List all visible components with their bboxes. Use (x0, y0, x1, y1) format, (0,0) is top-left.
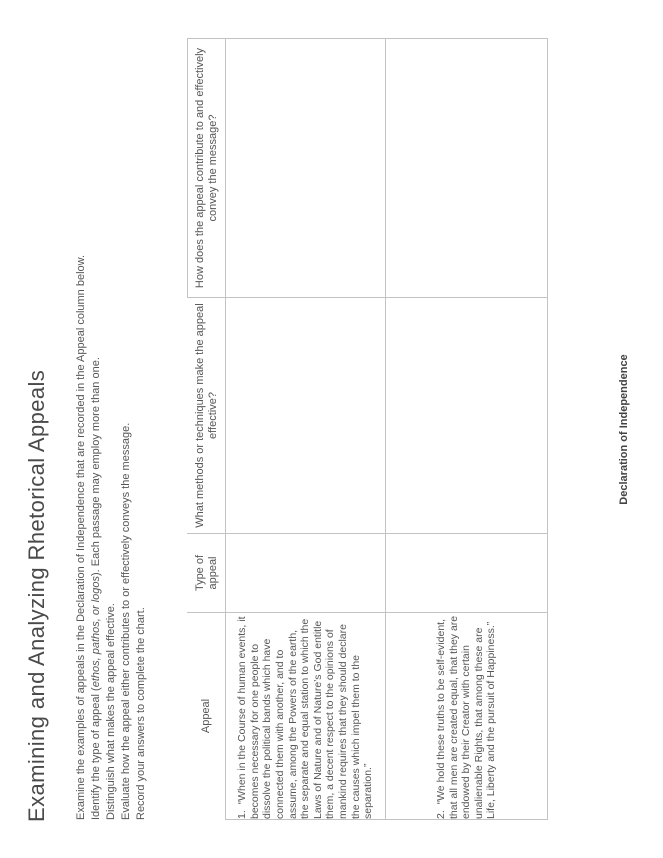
instruction-line-2-appeal-types: ethos, pathos, or logos (90, 576, 102, 688)
footer-document-title: Declaration of Independence (618, 354, 630, 505)
instruction-line-2-pre: Identify the type of appeal ( (90, 687, 102, 820)
column-header-contribution: How does the appeal contribute to and effectively convey the message? (188, 39, 226, 298)
contribution-answer-cell-2[interactable] (386, 39, 548, 298)
appeal-passage-2-cell: 2. “We hold these truths to be self-evident, that all men are created equal, that they are endowed by their Creator with certain unalienable Rights, that among these are Life, Liberty and the pursuit of Happiness.” (386, 613, 548, 820)
worksheet-title: Examining and Analyzing Rhetorical Appeals (24, 369, 49, 822)
instruction-line-2-post: ). Each passage may employ more than one. (90, 357, 102, 576)
column-header-type-of-appeal: Type of appeal (188, 534, 226, 613)
contribution-answer-cell-1[interactable] (226, 39, 386, 298)
methods-answer-cell-1[interactable] (226, 298, 386, 534)
instruction-line-2 (89, 30, 104, 820)
instruction-line-5: Record your answers to complete the chart. (135, 607, 147, 820)
column-header-appeal: Appeal (188, 613, 226, 820)
instruction-line-4: Evaluate how the appeal either contributes to or effectively conveys the message. (120, 422, 132, 820)
table-row (226, 39, 386, 820)
type-of-appeal-answer-cell-1[interactable] (226, 534, 386, 613)
header-row (188, 39, 226, 820)
table-row (386, 39, 548, 820)
instruction-line-3: Distinguish what makes the appeal effective. (105, 603, 117, 820)
appeals-table (187, 38, 548, 820)
instructions-block (74, 30, 149, 820)
methods-answer-cell-2[interactable] (386, 298, 548, 534)
appeal-passage-1-cell: 1. “When in the Course of human events, it becomes necessary for one people to dissolve the political bands which have connected them with another, and to assume, among the Powers of the earth, the separate and equal station to which the Laws of Nature and of Nature’s God entitle them, a decent respect to the opinions of mankind requires that they should declare the causes which impel them to the separation.” (226, 613, 386, 820)
type-of-appeal-answer-cell-2[interactable] (386, 534, 548, 613)
instruction-line-1: Examine the examples of appeals in the Declaration of Independence that are recorded in the Appeal column below. (75, 254, 87, 820)
column-header-methods: What methods or techniques make the appeal effective? (188, 298, 226, 534)
